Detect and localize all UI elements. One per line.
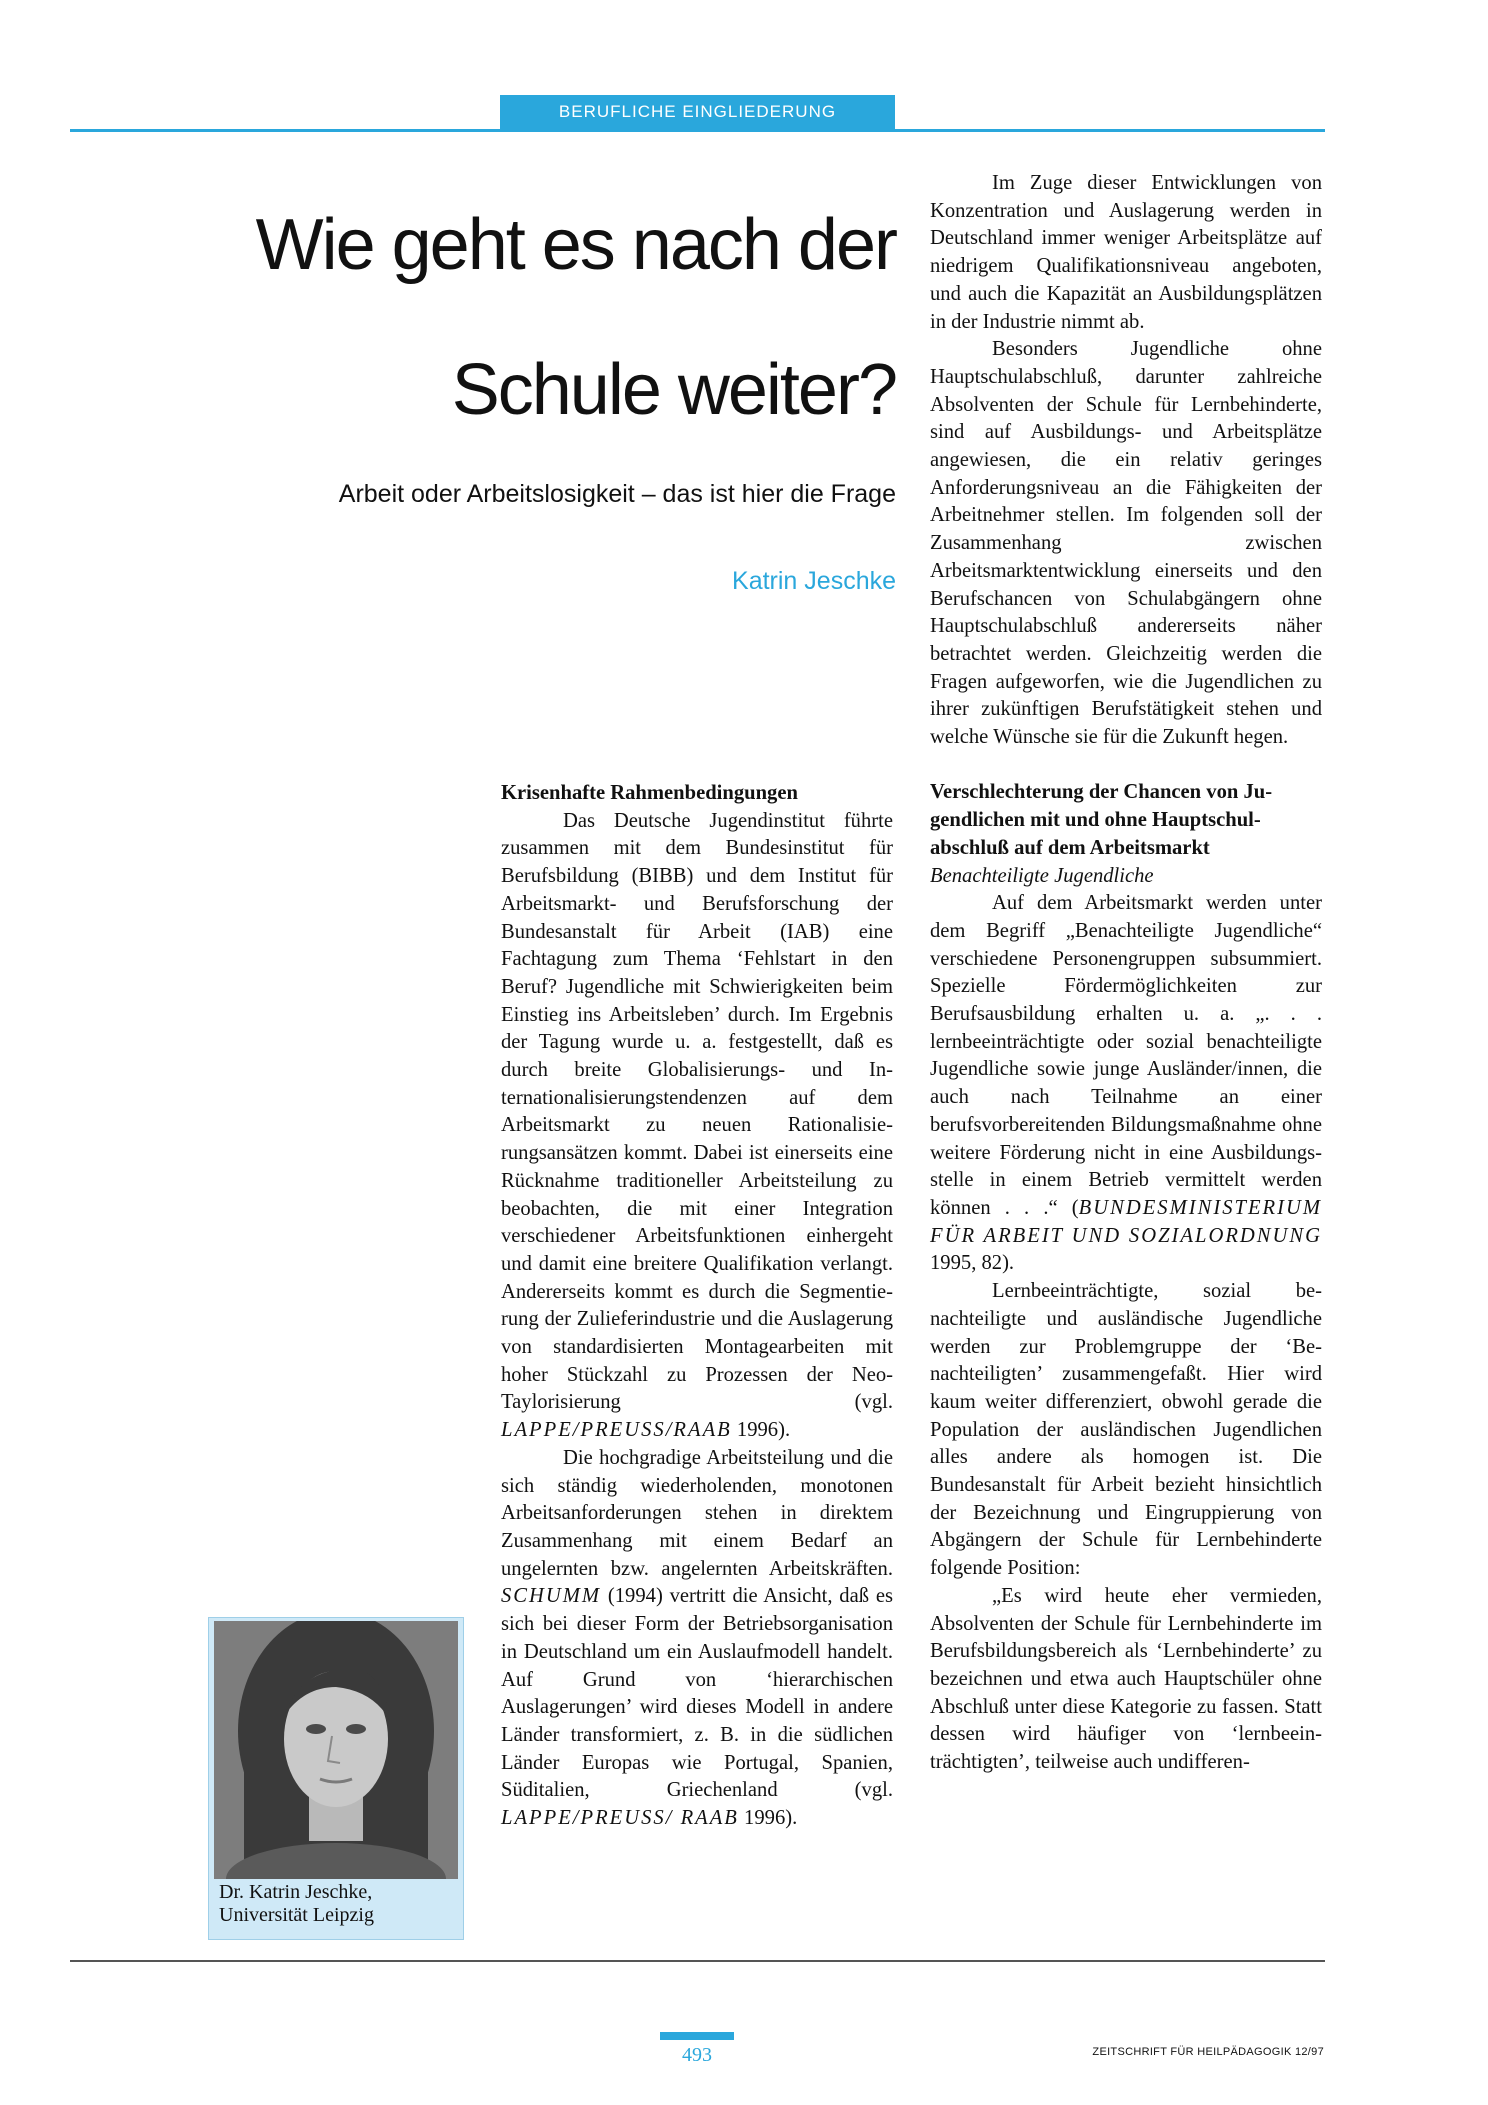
- portrait-illustration: [214, 1621, 458, 1879]
- text-column-right: [930, 170, 1322, 1777]
- section-heading: Krisenhafte Rahmenbedingungen: [501, 782, 798, 804]
- page-number: 493: [682, 2044, 712, 2066]
- paragraph: „Es wird heute eher vermieden, Absolventen der Schule für Lernbehinderte im Berufsbildungsbereich als ‘Lernbehinderte’ zu bezeichnen und etwa auch Hauptschüler ohne Abschluß unter diese Kategorie zu fassen. Statt dessen wird häufiger von ‘lernbeeinträchtigten’, teilweise auch undifferen-: [930, 1584, 1322, 1774]
- paragraph: Lernbeeinträchtigte, sozial benachteiligte und ausländische Jugendliche werden zur Problemgruppe der ‘Benachteiligten’ zusammengefaßt. Hier wird kaum weiter differenziert, obwohl gerade die Population der ausländischen Jugendlichen alles andere als homogen ist. Die Bundesanstalt für Arbeit bezieht hinsichtlich der Bezeichnung und Eingruppierung von Abgängern der Schule für Lernbehinderte folgende Position:: [930, 1280, 1322, 1580]
- paragraph: Besonders Jugendliche ohne Hauptschulabschluß, darunter zahlreiche Absolventen der Schule für Lernbehinderte, sind auf Ausbildungs- und Arbeitsplätze angewiesen, die ein relativ geringes Anforderungsniveau an die Fähigkeiten der Arbeitnehmer stellen. Im folgenden soll der Zusammenhang zwischen Arbeitsmarktentwicklung einerseits und den Berufschancen von Schulabgängern ohne Hauptschulabschluß andererseits näher betrachtet werden. Gleichzeitig werden die Fragen aufgeworfen, wie die Jugendlichen zu ihrer zukünftigen Berufstätigkeit stehen und welche Wünsche sie für die Zukunft hegen.: [930, 338, 1322, 749]
- citation: LAPPE/PREUSS/ RAAB: [501, 1807, 739, 1830]
- photo-caption: Dr. Katrin Jeschke, Universität Leipzig: [219, 1881, 374, 1926]
- article-title-line2: Schule weiter?: [451, 350, 896, 430]
- author-photo-box: [208, 1617, 464, 1940]
- citation: LAPPE/PREUSS/RAAB: [501, 1419, 732, 1442]
- journal-name: ZEITSCHRIFT FÜR HEILPÄDAGOGIK 12/97: [1092, 2046, 1324, 2058]
- text-column-middle: [501, 780, 893, 1833]
- bottom-rule: [70, 1960, 1325, 1962]
- top-rule: [70, 129, 1325, 132]
- author-portrait: [214, 1621, 458, 1879]
- page-number-tab: [660, 2032, 734, 2040]
- article-title-line1: Wie geht es nach der: [255, 205, 896, 285]
- paragraph: Auf dem Arbeitsmarkt werden unter dem Begriff „Benachteiligte Jugendliche“ verschiedene Personengruppen subsummiert. Spezielle Fördermöglichkeiten zur Berufsausbildung erhalten u. a. „. . . lernbeeinträchtigte oder sozial benachteiligte Jugendliche sowie junge Ausländer/innen, die auch nach Teilnahme an einer berufsvorbereitenden Bildungsmaßnahme ohne weitere Förderung nicht in eine Ausbildungsstelle in einem Betrieb vermittelt werden können . . .“ (BUNDESMINISTERIUM FÜR ARBEIT UND SOZIALORDNUNG 1995, 82).: [930, 892, 1322, 1275]
- section-heading: Verschlechterung der Chancen von Jugendlichen mit und ohne Hauptschulabschluß auf dem Arbeitsmarkt: [930, 781, 1273, 859]
- section-header: BERUFLICHE EINGLIEDERUNG: [500, 95, 895, 129]
- citation: BUNDESMINISTERIUM FÜR ARBEIT UND SOZIALORDNUNG: [930, 1197, 1322, 1247]
- article-author: Katrin Jeschke: [732, 567, 896, 595]
- paragraph: Im Zuge dieser Entwicklungen von Konzentration und Auslagerung werden in Deutschland immer weniger Arbeitsplätze auf niedrigem Qualifikationsniveau angeboten, und auch die Kapazität an Ausbildungsplätzen in der Industrie nimmt ab.: [930, 172, 1322, 333]
- citation: SCHUMM: [501, 1585, 602, 1608]
- paragraph: Die hochgradige Arbeitsteilung und die sich ständig wiederholenden, monotonen Arbeitsanforderungen stehen in direktem Zusammenhang mit einem Bedarf an ungelernten bzw. angelernten Arbeitskräften. SCHUMM (1994) vertritt die Ansicht, daß es sich bei dieser Form der Betriebsorganisation in Deutschland um ein Auslaufmodell handelt. Auf Grund von ‘hierarchischen Auslagerungen’ wird dieses Modell in andere Länder transformiert, z. B. in die südlichen Länder Europas wie Portugal, Spanien, Süditalien, Griechenland (vgl. LAPPE/PREUSS/ RAAB 1996).: [501, 1446, 893, 1830]
- paragraph: Das Deutsche Jugendinstitut führte zusammen mit dem Bundesinstitut für Berufsbildung (BIBB) und dem Institut für Arbeitsmarkt- und Berufsforschung der Bundesanstalt für Arbeit (IAB) eine Fachtagung zum Thema ‘Fehlstart in den Beruf? Jugendliche mit Schwierigkeiten beim Einstieg ins Arbeitsleben’ durch. Im Ergebnis der Tagung wurde u. a. festgestellt, daß es durch breite Globalisierungs- und Internationalisierungstendenzen auf dem Arbeitsmarkt zu neuen Rationalisierungsansätzen kommt. Dabei ist einerseits eine Rücknahme traditioneller Arbeitsteilung zu beobachten, die mit einer Integration verschiedener Arbeitsfunktionen einhergeht und damit eine breitere Qualifikation verlangt. Andererseits kommt es durch die Segmentierung der Zulieferindustrie und die Auslagerung von standardisierten Montagearbeiten mit hoher Stückzahl zu Prozessen der Neo-Taylorisierung (vgl. LAPPE/PREUSS/RAAB 1996).: [501, 809, 893, 1442]
- sub-heading: Benachteiligte Jugendliche: [930, 864, 1154, 887]
- article-subtitle: Arbeit oder Arbeitslosigkeit – das ist hier die Frage: [338, 480, 896, 508]
